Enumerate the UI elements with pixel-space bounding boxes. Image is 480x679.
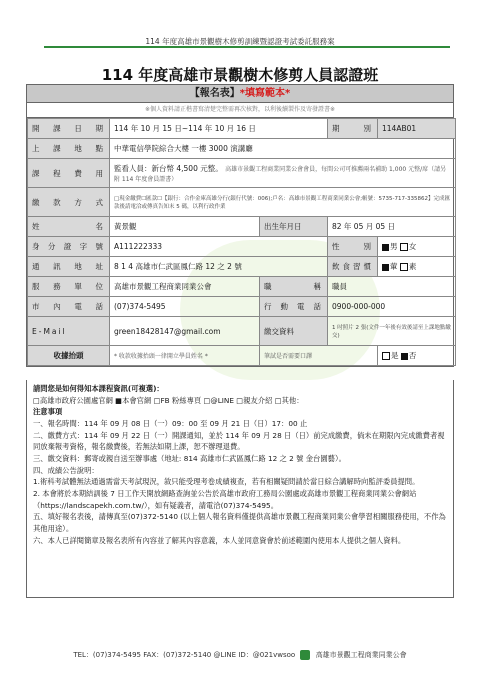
note-4: 四、成績公告說明：: [33, 465, 99, 475]
fee-cell: [110, 159, 456, 188]
cert-yes-checkbox[interactable]: [382, 352, 390, 360]
header-rule: [44, 46, 450, 48]
note-4b: 2. 本會將於本期結訓後 7 日工作天開放網路查詢並公告於高雄市政府工務局公園處或高雄市景觀工程商業同業公會網站（https://landscapekh.com.tw/），如有疑義者，請電洽(07)374-5495。: [33, 489, 417, 510]
registration-form: [26, 84, 454, 367]
gender-male-label: 男: [390, 242, 398, 251]
cert-options[interactable]: [378, 346, 456, 366]
payment-label: 繳款方式: [28, 188, 110, 217]
form-notice: ※個人資料請正楷書寫清楚完整需再次核對，以利後續製作及寄發證書※: [27, 103, 453, 118]
page-title: 114 年度高雄市景觀樹木修剪人員認證班: [101, 66, 379, 84]
diet-veg-label: 素: [408, 262, 417, 271]
term-label: 期別: [328, 119, 378, 139]
cert-no-label: 否: [408, 351, 417, 360]
gender-options[interactable]: [378, 237, 456, 257]
birth-label: 出生年月日: [260, 217, 328, 237]
form-banner: [27, 85, 453, 103]
note-2: 二、繳費方式：114 年 09 月 22 日（一）開課通知，並於 114 年 09 月 28 日（日）前完成繳費，倘未在期限內完成繳費者視同放棄報考資格，報名繳費後，若無法如期上課，恕不辦理退費。: [33, 430, 445, 452]
email-value[interactable]: green18428147@gmail.com: [110, 317, 260, 346]
photo-value: 1 吋照片 2 張(文件一年後有效後請至上課地點繳交): [328, 317, 456, 346]
name-label: 姓名: [28, 217, 110, 237]
note-6: 六、本人已詳閱簡章及報名表所有內容並了解其內容意義，本人並同意資會於前述範圍內使用本人提供之個人資料。: [33, 535, 406, 545]
receipt-value: * 收款收據抬頭一律開立學員姓名 *: [110, 346, 260, 366]
phone-value[interactable]: (07)374-5495: [110, 297, 260, 317]
source-question: 請問您是如何得知本課程資訊(可複選)：: [33, 384, 164, 393]
banner-sample-label: *填寫範本*: [239, 88, 291, 99]
association-logo-icon: [300, 650, 310, 660]
diet-meat-label: 葷: [390, 262, 398, 271]
gender-female-label: 女: [408, 242, 417, 251]
note-5: 五、填好報名表後，請傳真至(07)372-5140 (以上個人報名資料僅提供高雄市景觀工程商業同業公會學習相關服務使用，不作為其他用途）。: [33, 512, 446, 534]
fee-note: 高雄市景觀工程商業同業公會會員，每間公司可推薦兩名補助 1,000 元整/席（請另附 114 年度會員證書）: [114, 166, 447, 183]
notes-section: [26, 380, 454, 598]
mobile-value[interactable]: 0900-000-000: [328, 297, 456, 317]
gender-label: 性別: [328, 237, 378, 257]
fee-value: 監看人員：新台幣 4,500 元整。: [114, 164, 223, 173]
email-label: E-Mail: [28, 317, 110, 346]
address-value[interactable]: 8 1 4 高雄市仁武區鳳仁路 12 之 2 號: [110, 257, 328, 277]
cert-no-checkbox[interactable]: [401, 353, 408, 360]
footer-org: 高雄市景觀工程商業同業公會: [315, 651, 407, 659]
jobtitle-label: 職稱: [260, 277, 328, 297]
id-value[interactable]: A111222333: [110, 237, 328, 257]
form-table: [27, 118, 456, 366]
cert-label: 筆試是否需要口譯: [260, 346, 378, 366]
company-label: 服務單位: [28, 277, 110, 297]
name-value[interactable]: 黃景觀: [110, 217, 260, 237]
banner-label: 【報名表】: [189, 88, 240, 99]
header-subtitle: 114 年度高雄市景觀樹木修剪訓練暨認證考試委託服務案: [145, 37, 335, 46]
gender-female-checkbox[interactable]: [400, 243, 408, 251]
note-3: 三、繳交資料：郵寄或親自送至辦事處（地址: 814 高雄市仁武區鳳仁路 12 之 2 號 金台園藝）。: [33, 454, 346, 464]
note-1: 一、報名時間：114 年 09 月 08 日（一）09：00 至 09 月 21 日（日）17：00 止: [33, 419, 308, 429]
jobtitle-value[interactable]: 職員: [328, 277, 456, 297]
diet-veg-checkbox[interactable]: [400, 263, 408, 271]
mobile-label: 行動電話: [260, 297, 328, 317]
company-value[interactable]: 高雄市景觀工程商業同業公會: [110, 277, 260, 297]
location-label: 上課地點: [28, 139, 110, 159]
diet-meat-checkbox[interactable]: [382, 264, 389, 271]
diet-options[interactable]: [378, 257, 456, 277]
source-options[interactable]: □高雄市政府公園處官網 ■本會官網 □FB 粉絲專頁 □@LINE □親友介紹 □其他：: [33, 395, 304, 405]
payment-value[interactable]: □現金繳費☐匯款☐【銀行：合作金庫高雄分行(銀行代號：006);戶名：高雄市景觀工程商業同業公會;帳號：5735-717-335862】完成匯款後請電洽或傳真告知末 5 碼，以利行政作業: [110, 188, 456, 217]
note-4a: 1.術科考試體無法通過需當天考試現況，敘只能受理考卷成績複查，若有相關疑問請於當日綜合講解時向監評委員提問。: [33, 477, 420, 487]
page-footer: [0, 650, 480, 660]
course-date-label: 開課日期: [28, 119, 110, 139]
birth-value[interactable]: 82 年 05 月 05 日: [328, 217, 456, 237]
diet-label: 飲食習慣: [328, 257, 378, 277]
gender-male-checkbox[interactable]: [382, 244, 389, 251]
phone-label: 市內電話: [28, 297, 110, 317]
receipt-label: 收據抬頭: [28, 346, 110, 366]
term-value[interactable]: 114AB01: [378, 119, 456, 139]
page-header: [0, 0, 480, 48]
notes-title: 注意事項: [33, 407, 63, 417]
address-label: 通訊地址: [28, 257, 110, 277]
cert-yes-label: 是: [391, 351, 399, 360]
id-label: 身分證字號: [28, 237, 110, 257]
fee-label: 課程費用: [28, 159, 110, 188]
footer-contact: TEL：(07)374-5495 FAX：(07)372-5140 @LINE ID：@021vwsoo: [73, 651, 296, 659]
location-value[interactable]: 中華電信學院綜合大樓 一樓 3000 演講廳: [110, 139, 456, 159]
course-date-value[interactable]: 114 年 10 月 15 日~114 年 10 月 16 日: [110, 119, 328, 139]
photo-label: 繳交資料: [260, 317, 328, 346]
